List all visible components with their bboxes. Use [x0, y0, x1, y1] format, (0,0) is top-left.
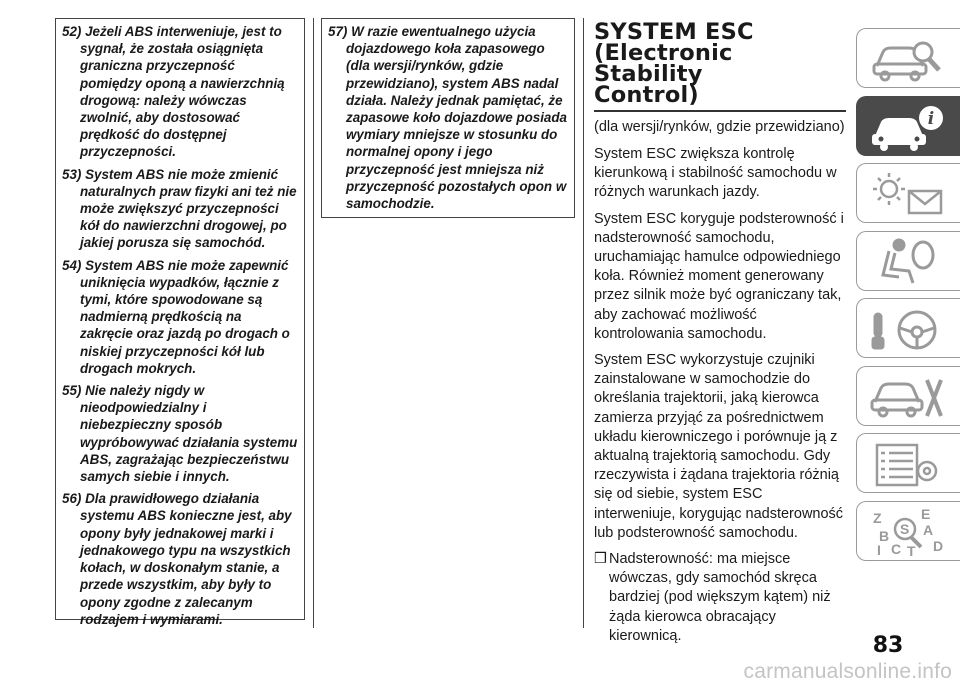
- index-letter: B: [879, 527, 890, 544]
- note-52: 52) Jeżeli ABS interweniuje, jest to sygnał, że została osiągnięta graniczna przyczepność pomiędzy oponą a nawierzchnią drogową: należy wówczas zwolnić, aby dostosować prędkość do dostępnej przyczepności.: [62, 24, 285, 160]
- title-line: (Electronic Stability: [594, 40, 733, 87]
- paragraph: System ESC wykorzystuje czujniki zainstalowane w samochodzie do określania trajektorii, jaką kierowca zamierza przyjąć za pośrednictwem układu kierowniczego i porównuje ją z aktualną trajektorią samochodu. Gdy rzeczywista i żądana trajektoria różnią się od siebie, system ESC interweniuje, korygując nadsterowność lub podsterowność samochodu.: [594, 352, 844, 541]
- bullet-text: Nadsterowność: ma miejsce wówczas, gdy samochód skręca bardziej (pod większym kątem) niż żąda kierowca obracający kierownicą.: [609, 551, 831, 644]
- tab-index[interactable]: [856, 501, 960, 561]
- column-divider: [313, 18, 314, 628]
- index-letter: S: [900, 520, 910, 537]
- svg-text:i: i: [927, 108, 935, 129]
- warning-lights-icon: [869, 169, 949, 219]
- index-letter: A: [923, 521, 934, 538]
- section-title: [594, 19, 846, 112]
- index-letter: T: [907, 542, 916, 557]
- steering-wheel-icon: [869, 304, 949, 354]
- search-car-icon: [869, 34, 949, 84]
- tab-technical-data[interactable]: [856, 433, 960, 493]
- tab-airbags[interactable]: [856, 231, 960, 291]
- tab-safety[interactable]: [856, 96, 960, 156]
- note-53: 53) System ABS nie może zmienić naturalnych praw fizyki ani też nie może zwiększyć przyczepności kół do nawierzchni drogowej, po jakiej porusza się samochód.: [62, 166, 297, 251]
- index-letter: E: [921, 506, 931, 522]
- index-letter: Z: [873, 509, 882, 526]
- tab-service[interactable]: [856, 366, 960, 426]
- tab-driving[interactable]: [856, 298, 960, 358]
- spec-sheet-icon: [869, 439, 949, 489]
- bullet-item: [594, 550, 846, 646]
- section-subtitle: (dla wersji/rynków, gdzie przewidziano): [594, 119, 845, 135]
- note-56: 56) Dla prawidłowego działania systemu ABS konieczne jest, aby opony były jednakowej marki i jednakowego typu na wszystkich kołach, w doskonałym stanie, a przede wszystkim, aby były to opony zgodne z zalecanym rodzajem i wymiarami.: [62, 491, 292, 627]
- chapter-tabs: [856, 28, 960, 568]
- paragraph: System ESC zwiększa kontrolę kierunkową i stabilność samochodu w różnych warunkach jazdy.: [594, 146, 837, 201]
- car-service-icon: [869, 372, 949, 422]
- page-number: 83: [872, 633, 904, 658]
- paragraph: System ESC koryguje podsterowność i nadsterowność samochodu, uruchamiając hamulce odpowiedniego koła. Również moment generowany przez silnik może być ograniczany tak, aby zachować możliwość kontrolowania samochodu.: [594, 210, 844, 342]
- column-divider: [583, 18, 584, 628]
- index-letter: D: [933, 537, 944, 554]
- note-57: 57) W razie ewentualnego użycia dojazdowego koła zapasowego (dla wersji/rynków, gdzie przewidziano), system ABS nadal działa. Należy jednak pamiętać, że zapasowe koło dojazdowe posiada wymiary mniejsze w stosunku do normalnej opony i jego przyczepność jest mniejsza niż przyczepność pozostałych opon w samochodzie.: [328, 24, 567, 212]
- warning-notes-box-left: [55, 18, 305, 627]
- note-55: 55) Nie należy nigdy w nieodpowiedzialny i niebezpieczny sposób wypróbowywać działania systemu ABS, zagrażając bezpieczeństwu samych siebie i innych.: [62, 383, 298, 485]
- alphabet-index-icon: [869, 507, 949, 557]
- car-info-icon: [869, 102, 949, 152]
- index-letter: C: [891, 540, 902, 557]
- watermark: carmanualsonline.info: [743, 660, 952, 683]
- index-letter: I: [877, 541, 881, 557]
- note-54: 54) System ABS nie może zapewnić uniknięcia wypadków, łącznie z tymi, które spowodowane są nadmierną prędkością na zakręcie oraz jazdą po drogach o niskiej przyczepności kół lub drogach mokrych.: [62, 257, 290, 376]
- title-line: SYSTEM ESC: [594, 19, 754, 45]
- esc-section: [594, 19, 846, 646]
- tab-getting-to-know[interactable]: [856, 28, 960, 88]
- airbag-seat-icon: [869, 237, 949, 287]
- warning-notes-box-middle: [321, 18, 575, 218]
- tab-warning-lights[interactable]: [856, 163, 960, 223]
- title-line: Control): [594, 82, 699, 108]
- checkbox-bullet-icon: ❒: [594, 551, 607, 568]
